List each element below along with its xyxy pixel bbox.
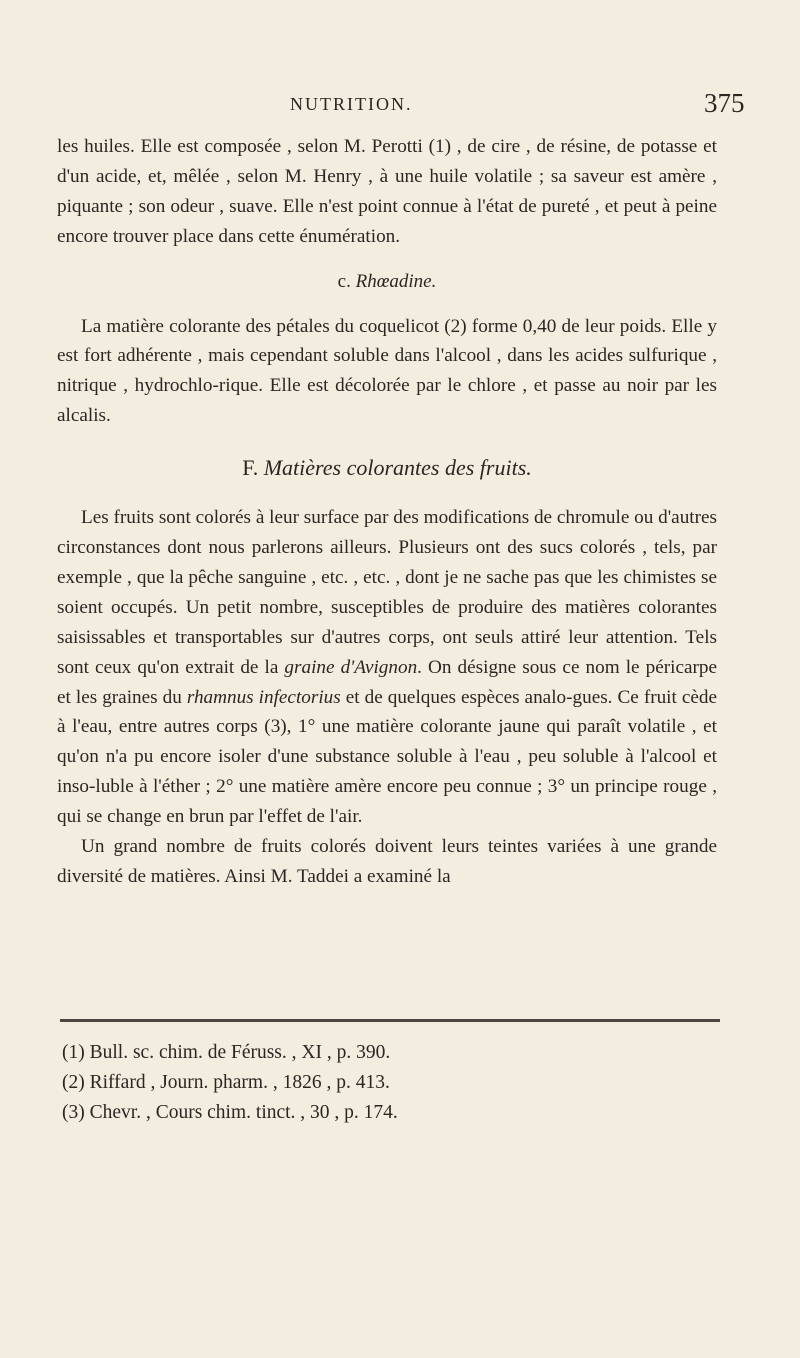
section-heading-fruits: [57, 453, 717, 483]
paragraph-fruits: [57, 503, 717, 832]
page-number: 375: [704, 88, 745, 118]
footnote-2: (2) Riffard , Journ. pharm. , 1826 , p. 413.: [62, 1072, 390, 1093]
section-title: Matières colorantes des fruits.: [263, 455, 532, 481]
footnote-divider: [60, 1019, 720, 1022]
running-title: NUTRITION.: [290, 94, 413, 114]
paragraph-fruits-part-c: et de quelques espèces analo-gues. Ce fruit cède à l'eau, entre autres corps (3), 1° une matière colorante jaune qui paraît volatile , et qu'on n'a pu encore isoler d'une substance soluble à l'eau , peu soluble à l'alcool et inso-luble à l'éther ; 2° une matière amère encore peu connue ; 3° un principe rouge , qui se change en brun par l'effet de l'air.: [57, 686, 718, 828]
paragraph-taddei: Un grand nombre de fruits colorés doivent leurs teintes variées à une grande diversité de matières. Ainsi M. Taddei a examiné la: [57, 836, 717, 887]
subsection-letter: c.: [337, 270, 351, 292]
section-letter: F.: [242, 455, 259, 481]
footnotes: [62, 1038, 722, 1128]
footnote-3: (3) Chevr. , Cours chim. tinct. , 30 , p. 174.: [62, 1102, 398, 1123]
paragraph-fruits-part-b: . On désigne sous ce nom le péricarpe et les graines du: [57, 656, 717, 708]
paragraph-huiles: les huiles. Elle est composée , selon M. Perotti (1) , de cire , de résine, de potasse et d'un acide, et, mêlée , selon M. Henry , à une huile volatile ; sa saveur est amère , piquante ; son odeur , suave. Elle n'est point connue à l'état de pureté , et peut à peine encore trouver place dans cette énumération.: [57, 136, 717, 247]
subsection-title: Rhœadine.: [355, 270, 437, 292]
footnote-1: (1) Bull. sc. chim. de Féruss. , XI , p. 390.: [62, 1042, 391, 1063]
body-text: [57, 132, 717, 892]
subsection-heading-rhoeadine: [57, 267, 717, 297]
running-head: [0, 88, 800, 128]
paragraph-fruits-part-a: Les fruits sont colorés à leur surface par des modifications de chromule ou d'autres circonstances dont nous parlerons ailleurs. Plusieurs ont des sucs colorés , tels, par exemple , que la pêche sanguine , etc. , etc. , dont je ne sache pas que les chimistes se soient occupés. Un petit nombre, susceptibles de produire des matières colorantes saisissables et transportables sur d'autres corps, ont seuls attiré leur attention. Tels sont ceux qu'on extrait de la: [57, 507, 717, 678]
term-rhamnus-infectorius: rhamnus infectorius: [186, 686, 341, 708]
paragraph-coquelicot: La matière colorante des pétales du coquelicot (2) forme 0,40 de leur poids. Elle y est fort adhérente , mais cependant soluble dans l'alcool , dans les acides sulfurique , nitrique , hydrochlo-rique. Elle est décolorée par le chlore , et passe au noir par les alcalis.: [57, 315, 717, 427]
term-graine-avignon: graine d'Avignon: [284, 656, 418, 678]
